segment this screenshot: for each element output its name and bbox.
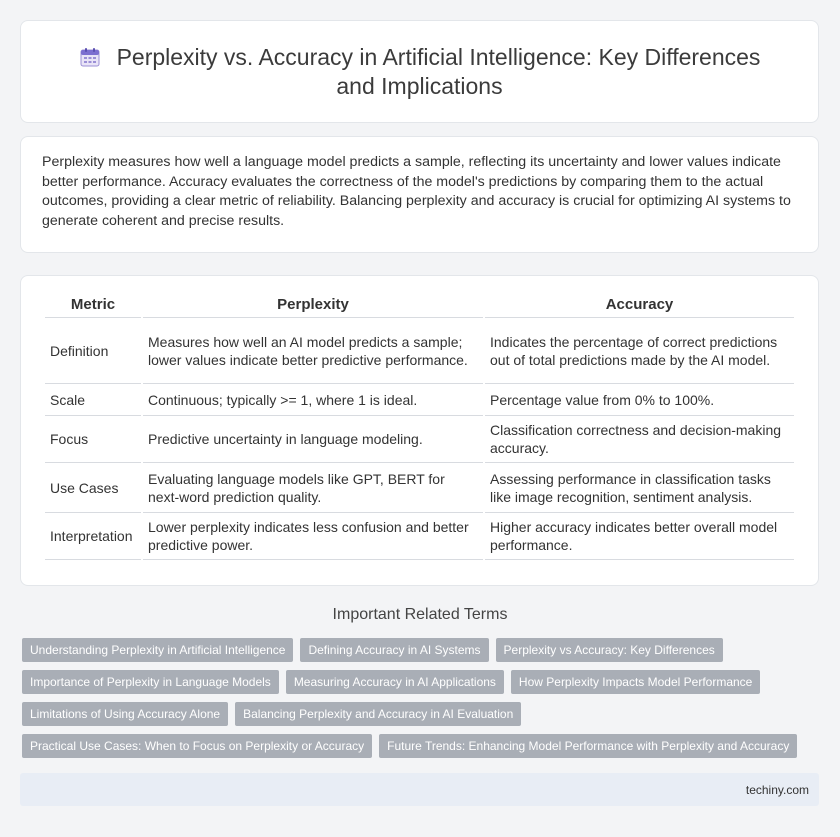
table-header-row [45, 292, 794, 318]
table-cell: Evaluating language models like GPT, BERT for next-word prediction quality. [143, 463, 483, 513]
table-cell: Scale [45, 384, 141, 416]
related-term-tag[interactable]: Defining Accuracy in AI Systems [300, 638, 488, 662]
column-header: Metric [45, 292, 141, 318]
table-cell: Use Cases [45, 463, 141, 513]
footer [20, 773, 819, 806]
table-cell: Continuous; typically >= 1, where 1 is ideal. [143, 384, 483, 416]
comparison-table [43, 292, 796, 560]
related-terms-list [22, 638, 812, 766]
calendar-icon [79, 46, 101, 68]
page-title [60, 43, 780, 101]
table-cell: Assessing performance in classification tasks like image recognition, sentiment analysis. [485, 463, 794, 513]
table-cell: Indicates the percentage of correct predictions out of total predictions made by the AI model. [485, 318, 794, 384]
table-row [45, 416, 794, 463]
site-name[interactable]: techiny.com [745, 782, 809, 797]
tag-row [22, 638, 812, 662]
related-term-tag[interactable]: Understanding Perplexity in Artificial Intelligence [22, 638, 293, 662]
intro-card [20, 136, 819, 253]
table-cell: Focus [45, 416, 141, 463]
column-header: Accuracy [485, 292, 794, 318]
table-cell: Interpretation [45, 513, 141, 560]
table-cell: Classification correctness and decision-making accuracy. [485, 416, 794, 463]
tag-row [22, 702, 812, 726]
related-term-tag[interactable]: Practical Use Cases: When to Focus on Perplexity or Accuracy [22, 734, 372, 758]
table-cell: Percentage value from 0% to 100%. [485, 384, 794, 416]
related-term-tag[interactable]: Balancing Perplexity and Accuracy in AI Evaluation [235, 702, 521, 726]
page-title-text: Perplexity vs. Accuracy in Artificial Intelligence: Key Differences and Implications [116, 43, 761, 99]
table-row [45, 384, 794, 416]
column-header: Perplexity [143, 292, 483, 318]
table-row [45, 318, 794, 384]
related-term-tag[interactable]: How Perplexity Impacts Model Performance [511, 670, 760, 694]
related-term-tag[interactable]: Measuring Accuracy in AI Applications [286, 670, 504, 694]
header-card [20, 20, 819, 123]
table-cell: Lower perplexity indicates less confusion and better predictive power. [143, 513, 483, 560]
table-row [45, 463, 794, 513]
related-term-tag[interactable]: Limitations of Using Accuracy Alone [22, 702, 228, 726]
related-term-tag[interactable]: Perplexity vs Accuracy: Key Differences [496, 638, 723, 662]
related-terms-title: Important Related Terms [332, 606, 508, 623]
table-cell: Measures how well an AI model predicts a sample; lower values indicate better predictive performance. [143, 318, 483, 384]
tag-row [22, 670, 812, 694]
intro-text: Perplexity measures how well a language model predicts a sample, reflecting its uncertainty and lower values indicate better performance. Accuracy evaluates the correctness of the model's predictions by comparing them to the actual outcomes, providing a clear metric of reliability. Balancing perplexity and accuracy is crucial for optimizing AI systems to generate coherent and precise results. [42, 154, 791, 229]
related-term-tag[interactable]: Future Trends: Enhancing Model Performance with Perplexity and Accuracy [379, 734, 797, 758]
table-row [45, 513, 794, 560]
comparison-table-card [20, 275, 819, 586]
table-cell: Higher accuracy indicates better overall model performance. [485, 513, 794, 560]
related-term-tag[interactable]: Importance of Perplexity in Language Models [22, 670, 279, 694]
tag-row [22, 734, 812, 758]
table-cell: Definition [45, 318, 141, 384]
table-cell: Predictive uncertainty in language modeling. [143, 416, 483, 463]
